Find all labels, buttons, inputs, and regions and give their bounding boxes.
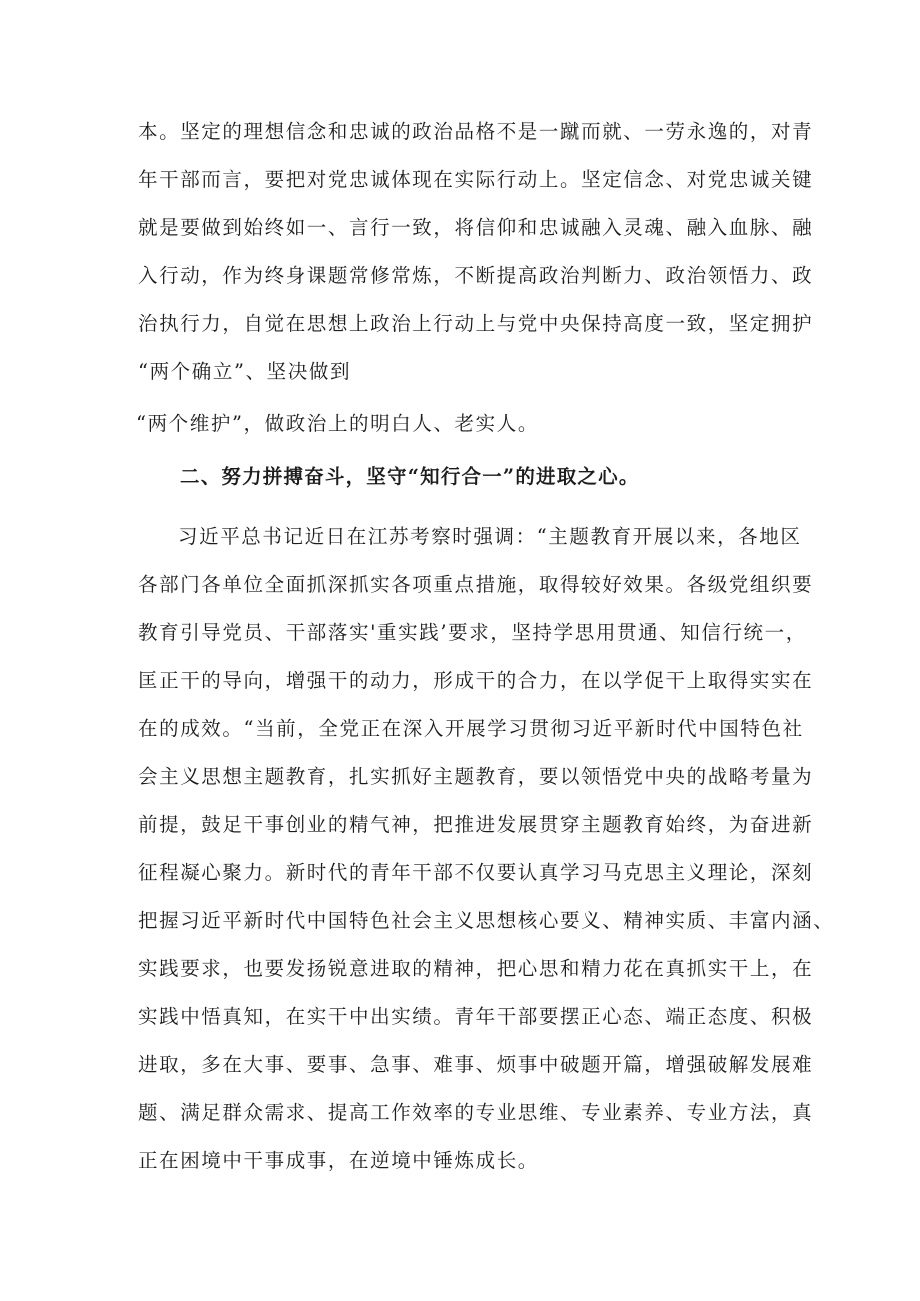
section-heading-2: 二、努力拼搏奋斗，坚守“知行合一”的进取之心。 (180, 465, 640, 488)
paragraph-1-line-2: 年干部而言，要把对党忠诚体现在实际行动上。坚定信念、对党忠诚关键 (138, 168, 814, 191)
paragraph-1-line-6: “两个确立”、坚决做到 (138, 360, 352, 383)
paragraph-2-line-2: 各部门各单位全面抓深抓实各项重点措施，取得较好效果。各级党组织要 (138, 573, 814, 596)
paragraph-2-line-1: 习近平总书记近日在江苏考察时强调：“主题教育开展以来，各地区 (178, 525, 802, 548)
paragraph-1-line-5: 治执行力，自觉在思想上政治上行动上与党中央保持高度一致，坚定拥护 (138, 312, 814, 335)
paragraph-2-line-6: 会主义思想主题教育，扎实抓好主题教育，要以领悟党中央的战略考量为 (138, 765, 814, 788)
paragraph-2-line-13: 题、满足群众需求、提高工作效率的专业思维、专业素养、专业方法，真 (138, 1101, 814, 1124)
paragraph-2-line-9: 把握习近平新时代中国特色社会主义思想核心要义、精神实质、丰富内涵、 (138, 909, 835, 932)
paragraph-2-line-5: 在的成效。“当前，全党正在深入开展学习贯彻习近平新时代中国特色社 (138, 717, 804, 740)
paragraph-2-line-14: 正在困境中干事成事，在逆境中锤炼成长。 (138, 1149, 539, 1172)
paragraph-2-line-11: 实践中悟真知，在实干中出实绩。青年干部要摆正心态、端正态度、积极 (138, 1005, 814, 1028)
paragraph-1-line-4: 入行动，作为终身课题常修常炼，不断提高政治判断力、政治领悟力、政 (138, 264, 814, 287)
paragraph-2-line-4: 匡正干的导向，增强干的动力，形成干的合力，在以学促干上取得实实在 (138, 669, 814, 692)
paragraph-2-line-3: 教育引导党员、干部落实'重实践’要求，坚持学思用贯通、知信行统一， (138, 621, 807, 644)
paragraph-2-line-10: 实践要求，也要发扬锐意进取的精神，把心思和精力花在真抓实干上，在 (138, 957, 814, 980)
paragraph-1-line-1: 本。坚定的理想信念和忠诚的政治品格不是一蹴而就、一劳永逸的，对青 (138, 120, 814, 143)
paragraph-2-line-12: 进取，多在大事、要事、急事、难事、烦事中破题开篇，增强破解发展难 (138, 1053, 814, 1076)
paragraph-2-line-7: 前提，鼓足干事创业的精气神，把推进发展贯穿主题教育始终，为奋进新 (138, 813, 814, 836)
paragraph-1-line-3: 就是要做到始终如一、言行一致，将信仰和忠诚融入灵魂、融入血脉、融 (138, 216, 814, 239)
paragraph-1-line-7: “两个维护”，做政治上的明白人、老实人。 (136, 412, 539, 435)
paragraph-2-line-8: 征程凝心聚力。新时代的青年干部不仅要认真学习马克思主义理论，深刻 (138, 861, 814, 884)
